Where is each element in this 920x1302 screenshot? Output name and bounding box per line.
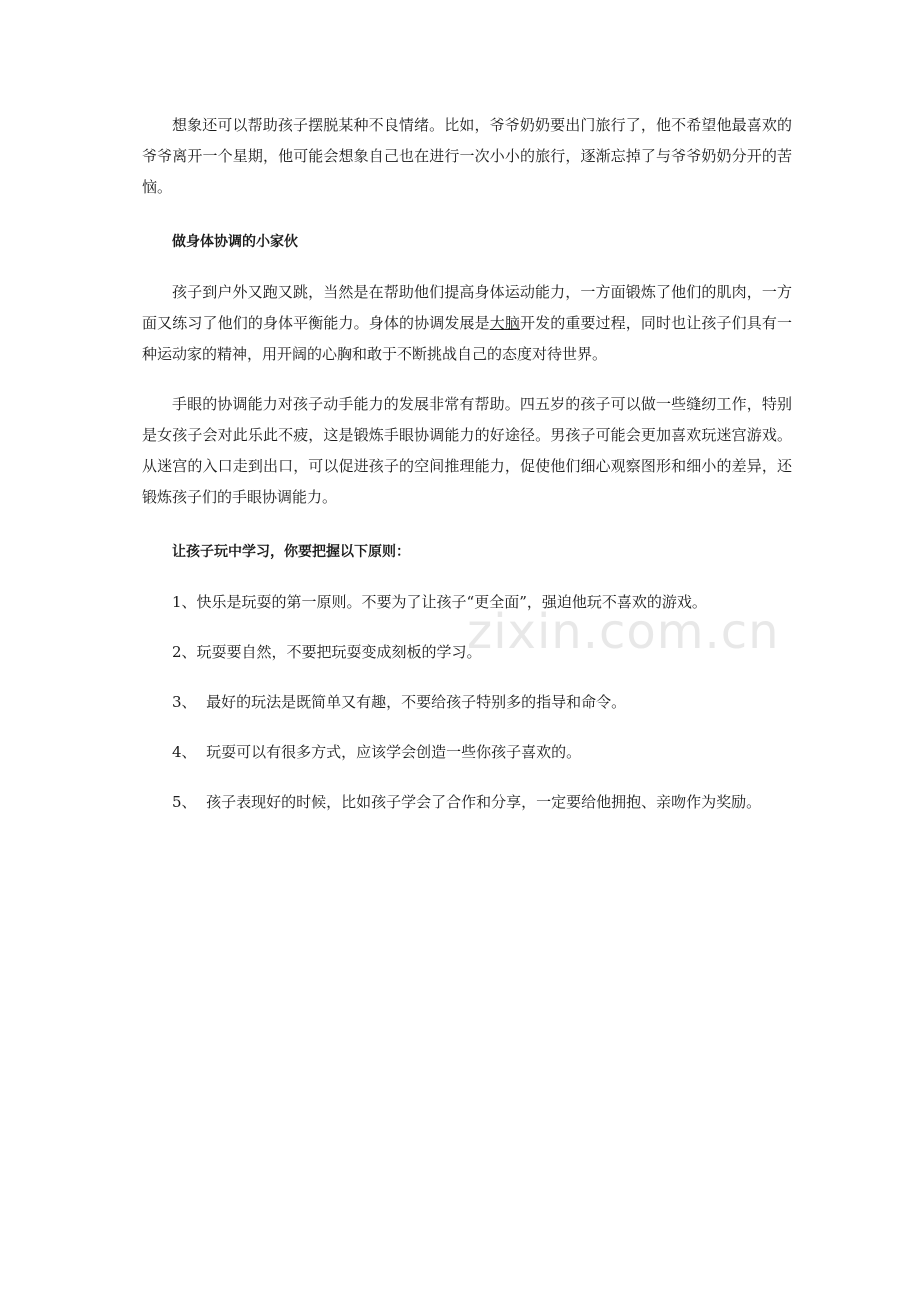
principle-item-1: 1、快乐是玩耍的第一原则。不要为了让孩子“更全面”，强迫他玩不喜欢的游戏。 (172, 593, 707, 611)
principle-item-2: 2、玩耍要自然，不要把玩耍变成刻板的学习。 (172, 643, 482, 661)
paragraph-text-part: 孩子到户外又跑又跳，当然是在帮助他们提高身体运动能力，一方面锻炼了他们的肌肉，一方面又练习了他们的身体平衡能力。身体的协调发展是 (142, 283, 792, 332)
paragraph-body-coordination (142, 277, 792, 370)
paragraph-imagination: 想象还可以帮助孩子摆脱某种不良情绪。比如，爷爷奶奶要出门旅行了，他不希望他最喜欢的爷爷离开一个星期，他可能会想象自己也在进行一次小小的旅行，逐渐忘掉了与爷爷奶奶分开的苦恼。 (142, 116, 792, 196)
paragraph-text-part: 开发的重要过程，同时也让孩子们具有一种运动家的精神，用开阔的心胸和敢于不断挑战自己的态度对待世界。 (142, 314, 792, 363)
section-heading-coordination: 做身体协调的小家伙 (172, 234, 298, 250)
section-heading-principles: 让孩子玩中学习，你要把握以下原则： (172, 544, 410, 560)
paragraph-hand-eye: 手眼的协调能力对孩子动手能力的发展非常有帮助。四五岁的孩子可以做一些缝纫工作，特别是女孩子会对此乐此不疲，这是锻炼手眼协调能力的好途径。男孩子可能会更加喜欢玩迷宫游戏。从迷宫的入口走到出口，可以促进孩子的空间推理能力，促使他们细心观察图形和细小的差异，还锻炼孩子们的手眼协调能力。 (142, 395, 792, 506)
document-page (142, 110, 792, 818)
principle-item-3: 3、 最好的玩法是既简单又有趣，不要给孩子特别多的指导和命令。 (172, 693, 627, 711)
principle-item-4: 4、 玩耍可以有很多方式，应该学会创造一些你孩子喜欢的。 (172, 743, 582, 761)
brain-link[interactable]: 大脑 (489, 314, 520, 332)
watermark-text: zixin.com.cn (467, 604, 780, 660)
principle-item-5: 5、 孩子表现好的时候，比如孩子学会了合作和分享，一定要给他拥抱、亲吻作为奖励。 (172, 793, 762, 811)
